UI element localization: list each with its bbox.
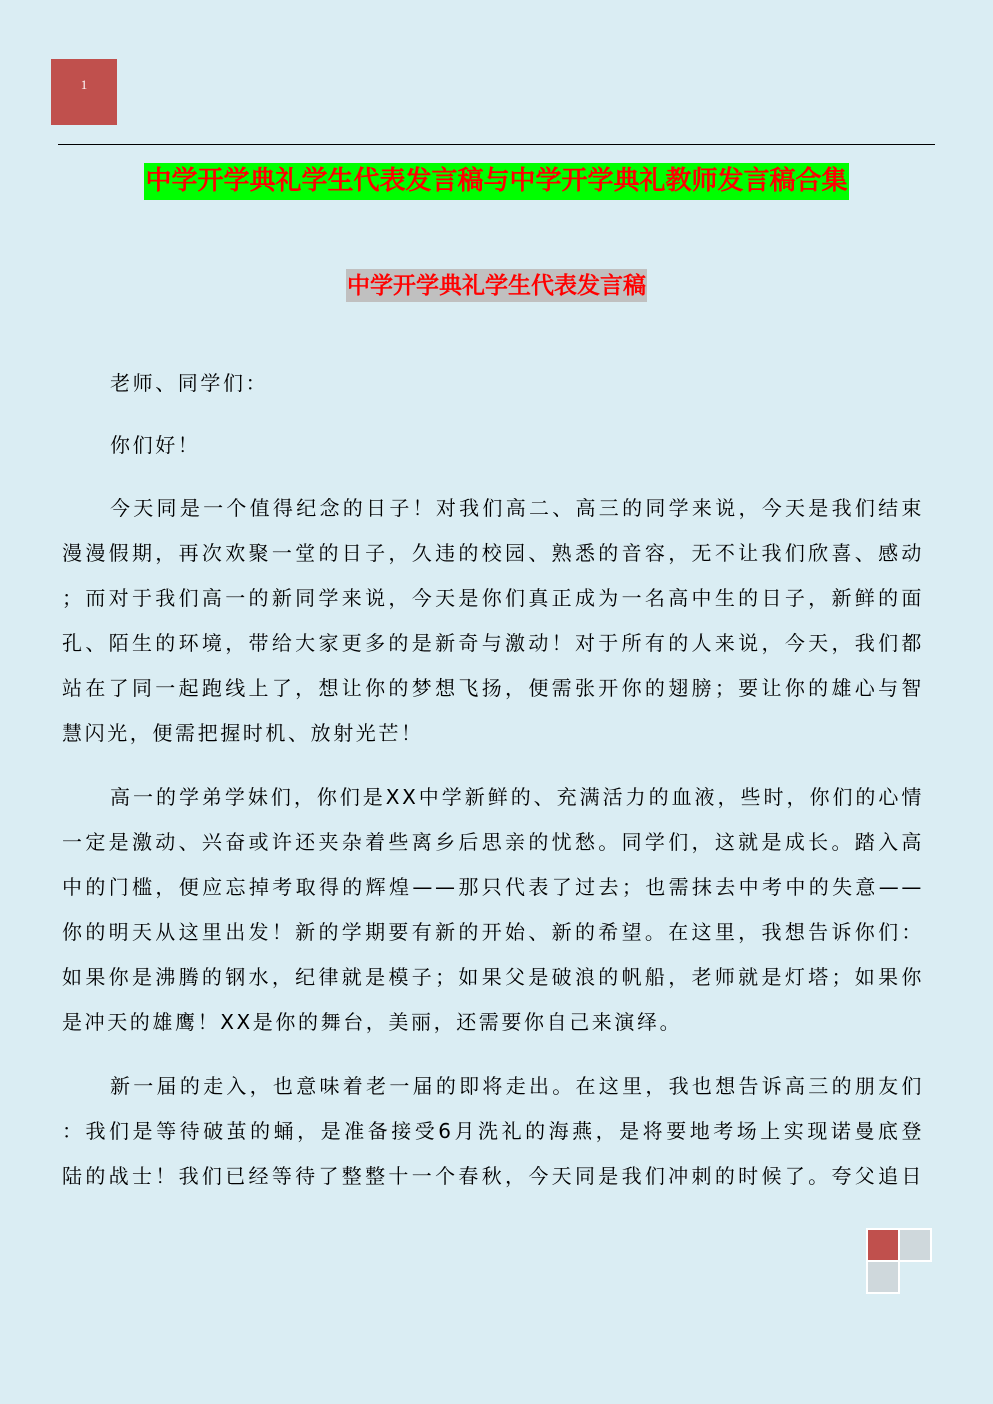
document-title: 中学开学典礼学生代表发言稿与中学开学典礼教师发言稿合集 [144,163,848,200]
paragraph-line: 中的门槛，便应忘掉考取得的辉煌——那只代表了过去；也需抹去中考中的失意—— [62,875,924,899]
decor-square-gray [866,1260,900,1294]
paragraph-line: 陆的战士！我们已经等待了整整十一个春秋，今天同是我们冲刺的时候了。夸父追日 [62,1164,924,1188]
paragraph-line: 站在了同一起跑线上了，想让你的梦想飞扬，便需张开你的翅膀；要让你的雄心与智 [62,676,924,700]
paragraph-line: 漫漫假期，再次欢聚一堂的日子，久违的校园、熟悉的音容，无不让我们欣喜、感动 [62,541,924,565]
paragraph-line: 一定是激动、兴奋或许还夹杂着些离乡后思亲的忧愁。同学们，这就是成长。踏入高 [62,830,924,854]
decor-square-gray [898,1228,932,1262]
page-number: 1 [80,77,88,92]
section-title: 中学开学典礼学生代表发言稿 [346,269,647,302]
paragraph-line: 你的明天从这里出发！新的学期要有新的开始、新的希望。在这里，我想告诉你们： [62,920,924,944]
paragraph-line: 是冲天的雄鹰！XX是你的舞台，美丽，还需要你自己来演绎。 [62,1010,683,1034]
header-divider [58,144,935,145]
paragraph-line: 如果你是沸腾的钢水，纪律就是模子；如果父是破浪的帆船，老师就是灯塔；如果你 [62,965,924,989]
document-title-container [0,163,993,200]
paragraph-line: 慧闪光，便需把握时机、放射光芒！ [62,721,424,745]
paragraph-line: ；而对于我们高一的新同学来说，今天是你们真正成为一名高中生的日子，新鲜的面 [62,586,924,610]
paragraph-line: ：我们是等待破茧的蛹，是准备接受6月洗礼的海燕，是将要地考场上实现诺曼底登 [62,1119,924,1143]
paragraph-line: 今天同是一个值得纪念的日子！对我们高二、高三的同学来说，今天是我们结束 [110,496,924,520]
paragraph-line: 新一届的走入，也意味着老一届的即将走出。在这里，我也想告诉高三的朋友们 [110,1074,924,1098]
page-number-badge [51,59,117,125]
section-title-container [0,269,993,302]
greeting: 你们好！ [110,433,201,457]
paragraph-line: 高一的学弟学妹们，你们是XX中学新鲜的、充满活力的血液，些时，你们的心情 [110,785,924,809]
corner-decoration [866,1228,934,1294]
decor-square-red [866,1228,900,1262]
salutation: 老师、同学们： [110,371,269,395]
paragraph-line: 孔、陌生的环境，带给大家更多的是新奇与激动！对于所有的人来说，今天，我们都 [62,631,924,655]
